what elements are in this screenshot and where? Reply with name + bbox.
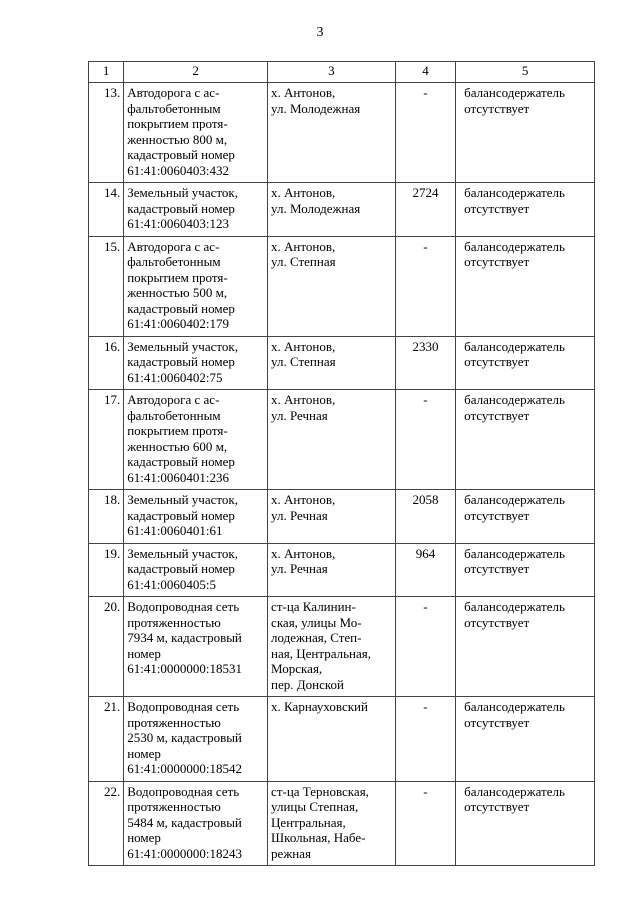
balance-holder bbox=[456, 697, 595, 782]
object-line: кадастровый номер bbox=[127, 354, 235, 369]
object-address bbox=[268, 390, 396, 490]
object-line: Водопроводная сеть bbox=[127, 599, 240, 614]
holder-line: балансодержатель bbox=[464, 783, 565, 799]
address-line: х. Карнауховский bbox=[271, 699, 368, 714]
row-number: 19. bbox=[89, 543, 124, 597]
holder-line: отсутствует bbox=[464, 714, 530, 730]
object-area: 2330 bbox=[395, 336, 455, 390]
object-description bbox=[124, 597, 268, 697]
object-address bbox=[268, 543, 396, 597]
holder-line: балансодержатель bbox=[464, 338, 565, 354]
object-line: 61:41:0060401:236 bbox=[127, 469, 230, 485]
balance-holder bbox=[456, 543, 595, 597]
address-line: Морская, bbox=[271, 661, 323, 676]
address-line: Центральная, bbox=[271, 814, 346, 830]
table-row bbox=[89, 390, 595, 490]
balance-holder bbox=[456, 83, 595, 183]
holder-line: отсутствует bbox=[464, 507, 530, 523]
address-line: х. Антонов, bbox=[271, 492, 336, 507]
object-line: Земельный участок, bbox=[127, 185, 238, 200]
address-line: ул. Степная bbox=[271, 354, 336, 369]
address-line: улицы Степная, bbox=[271, 799, 359, 814]
object-line: 2530 м, кадастровый bbox=[127, 730, 242, 745]
page-number: 3 bbox=[316, 25, 324, 40]
object-line: протяженностью bbox=[127, 614, 221, 630]
holder-line: отсутствует bbox=[464, 561, 530, 576]
address-line: ул. Речная bbox=[271, 507, 328, 523]
holder-line: балансодержатель bbox=[464, 599, 565, 614]
balance-holder bbox=[456, 597, 595, 697]
table-row bbox=[89, 183, 595, 237]
object-description bbox=[124, 236, 268, 336]
header-col-2: 2 bbox=[124, 62, 268, 83]
object-area: - bbox=[395, 781, 455, 866]
object-line: кадастровый номер bbox=[127, 300, 235, 316]
holder-line: отсутствует bbox=[464, 614, 530, 630]
object-area: - bbox=[395, 236, 455, 336]
object-address bbox=[268, 597, 396, 697]
table-row bbox=[89, 543, 595, 597]
object-address bbox=[268, 236, 396, 336]
object-description bbox=[124, 781, 268, 866]
row-number: 20. bbox=[89, 597, 124, 697]
object-line: Автодорога с ас- bbox=[127, 392, 220, 407]
address-line: х. Антонов, bbox=[271, 338, 336, 354]
header-col-1: 1 bbox=[89, 62, 124, 83]
balance-holder bbox=[456, 390, 595, 490]
table-row bbox=[89, 83, 595, 183]
holder-line: балансодержатель bbox=[464, 699, 565, 714]
holder-line: отсутствует bbox=[464, 200, 530, 216]
address-line: ул. Степная bbox=[271, 254, 336, 269]
object-line: покрытием протя- bbox=[127, 116, 228, 131]
object-line: женностью 600 м, bbox=[127, 438, 228, 454]
address-line: Школьная, Набе- bbox=[271, 830, 366, 845]
header-col-5: 5 bbox=[456, 62, 595, 83]
row-number: 22. bbox=[89, 781, 124, 866]
holder-line: балансодержатель bbox=[464, 492, 565, 507]
object-line: покрытием протя- bbox=[127, 423, 228, 438]
holder-line: отсутствует bbox=[464, 354, 530, 369]
address-line: ул. Молодежная bbox=[271, 100, 361, 116]
object-description bbox=[124, 183, 268, 237]
object-address bbox=[268, 83, 396, 183]
address-line: ул. Молодежная bbox=[271, 200, 361, 216]
address-line: ская, улицы Мо- bbox=[271, 614, 362, 630]
row-number: 17. bbox=[89, 390, 124, 490]
object-line: фальтобетонным bbox=[127, 254, 221, 269]
object-line: Земельный участок, bbox=[127, 545, 238, 561]
object-address bbox=[268, 490, 396, 544]
table-row bbox=[89, 781, 595, 866]
address-line: х. Антонов, bbox=[271, 85, 336, 100]
object-line: Водопроводная сеть bbox=[127, 699, 240, 714]
holder-line: балансодержатель bbox=[464, 185, 565, 200]
row-number: 14. bbox=[89, 183, 124, 237]
row-number: 18. bbox=[89, 490, 124, 544]
object-address bbox=[268, 183, 396, 237]
object-line: 61:41:0060405:5 bbox=[127, 576, 217, 592]
object-line: 61:41:0000000:18542 bbox=[127, 761, 243, 776]
object-description bbox=[124, 490, 268, 544]
address-line: х. Антонов, bbox=[271, 185, 336, 200]
object-line: 61:41:0000000:18243 bbox=[127, 845, 243, 861]
table-row bbox=[89, 597, 595, 697]
object-line: женностью 800 м, bbox=[127, 131, 228, 147]
object-description bbox=[124, 336, 268, 390]
object-line: кадастровый номер bbox=[127, 200, 235, 216]
object-description bbox=[124, 697, 268, 782]
object-line: 5484 м, кадастровый bbox=[127, 814, 242, 830]
object-line: номер bbox=[127, 745, 161, 761]
holder-line: отсутствует bbox=[464, 254, 530, 269]
object-line: Земельный участок, bbox=[127, 492, 238, 507]
address-line: режная bbox=[271, 845, 312, 861]
object-line: покрытием протя- bbox=[127, 269, 228, 285]
object-line: женностью 500 м, bbox=[127, 285, 228, 300]
object-line: Автодорога с ас- bbox=[127, 85, 220, 100]
holder-line: балансодержатель bbox=[464, 85, 565, 100]
object-address bbox=[268, 697, 396, 782]
object-line: 61:41:0000000:18531 bbox=[127, 661, 243, 676]
object-area: 964 bbox=[395, 543, 455, 597]
table-body bbox=[89, 83, 595, 866]
address-line: х. Антонов, bbox=[271, 238, 336, 254]
object-line: фальтобетонным bbox=[127, 407, 221, 423]
object-address bbox=[268, 336, 396, 390]
header-col-4: 4 bbox=[395, 62, 455, 83]
object-line: Земельный участок, bbox=[127, 338, 238, 354]
object-line: 61:41:0060402:75 bbox=[127, 369, 223, 385]
object-line: 61:41:0060401:61 bbox=[127, 523, 223, 538]
holder-line: отсутствует bbox=[464, 100, 530, 116]
object-line: 61:41:0060403:432 bbox=[127, 162, 230, 178]
object-line: кадастровый номер bbox=[127, 507, 235, 523]
table-row bbox=[89, 336, 595, 390]
holder-line: отсутствует bbox=[464, 799, 530, 814]
object-line: Автодорога с ас- bbox=[127, 238, 220, 254]
balance-holder bbox=[456, 183, 595, 237]
row-number: 13. bbox=[89, 83, 124, 183]
address-line: х. Антонов, bbox=[271, 545, 336, 561]
address-line: ул. Речная bbox=[271, 407, 328, 423]
address-line: ная, Центральная, bbox=[271, 645, 371, 661]
object-area: - bbox=[395, 597, 455, 697]
property-table bbox=[88, 61, 595, 866]
address-line: ст-ца Терновская, bbox=[271, 783, 369, 799]
object-line: Водопроводная сеть bbox=[127, 783, 240, 799]
object-line: протяженностью bbox=[127, 799, 221, 814]
object-area: - bbox=[395, 390, 455, 490]
object-description bbox=[124, 390, 268, 490]
object-area: - bbox=[395, 697, 455, 782]
object-description bbox=[124, 83, 268, 183]
object-address bbox=[268, 781, 396, 866]
object-line: 61:41:0060402:179 bbox=[127, 316, 230, 331]
table-row bbox=[89, 697, 595, 782]
holder-line: балансодержатель bbox=[464, 392, 565, 407]
holder-line: отсутствует bbox=[464, 407, 530, 423]
object-description bbox=[124, 543, 268, 597]
header-col-3: 3 bbox=[268, 62, 396, 83]
object-line: номер bbox=[127, 645, 161, 661]
object-line: протяженностью bbox=[127, 714, 221, 730]
address-line: лодежная, Степ- bbox=[271, 630, 362, 645]
row-number: 21. bbox=[89, 697, 124, 782]
object-line: номер bbox=[127, 830, 161, 845]
table-header-row bbox=[89, 62, 595, 83]
holder-line: балансодержатель bbox=[464, 545, 565, 561]
table-row bbox=[89, 236, 595, 336]
object-line: фальтобетонным bbox=[127, 100, 221, 116]
address-line: ст-ца Калинин- bbox=[271, 599, 356, 614]
object-line: кадастровый номер bbox=[127, 454, 235, 469]
table-row bbox=[89, 490, 595, 544]
object-line: кадастровый номер bbox=[127, 147, 235, 162]
balance-holder bbox=[456, 490, 595, 544]
address-line: ул. Речная bbox=[271, 561, 328, 576]
address-line: пер. Донской bbox=[271, 676, 344, 692]
balance-holder bbox=[456, 236, 595, 336]
object-line: кадастровый номер bbox=[127, 561, 235, 576]
row-number: 15. bbox=[89, 236, 124, 336]
object-line: 7934 м, кадастровый bbox=[127, 630, 242, 645]
balance-holder bbox=[456, 781, 595, 866]
holder-line: балансодержатель bbox=[464, 238, 565, 254]
object-area: - bbox=[395, 83, 455, 183]
address-line: х. Антонов, bbox=[271, 392, 336, 407]
row-number: 16. bbox=[89, 336, 124, 390]
object-area: 2724 bbox=[395, 183, 455, 237]
balance-holder bbox=[456, 336, 595, 390]
object-area: 2058 bbox=[395, 490, 455, 544]
object-line: 61:41:0060403:123 bbox=[127, 216, 230, 231]
